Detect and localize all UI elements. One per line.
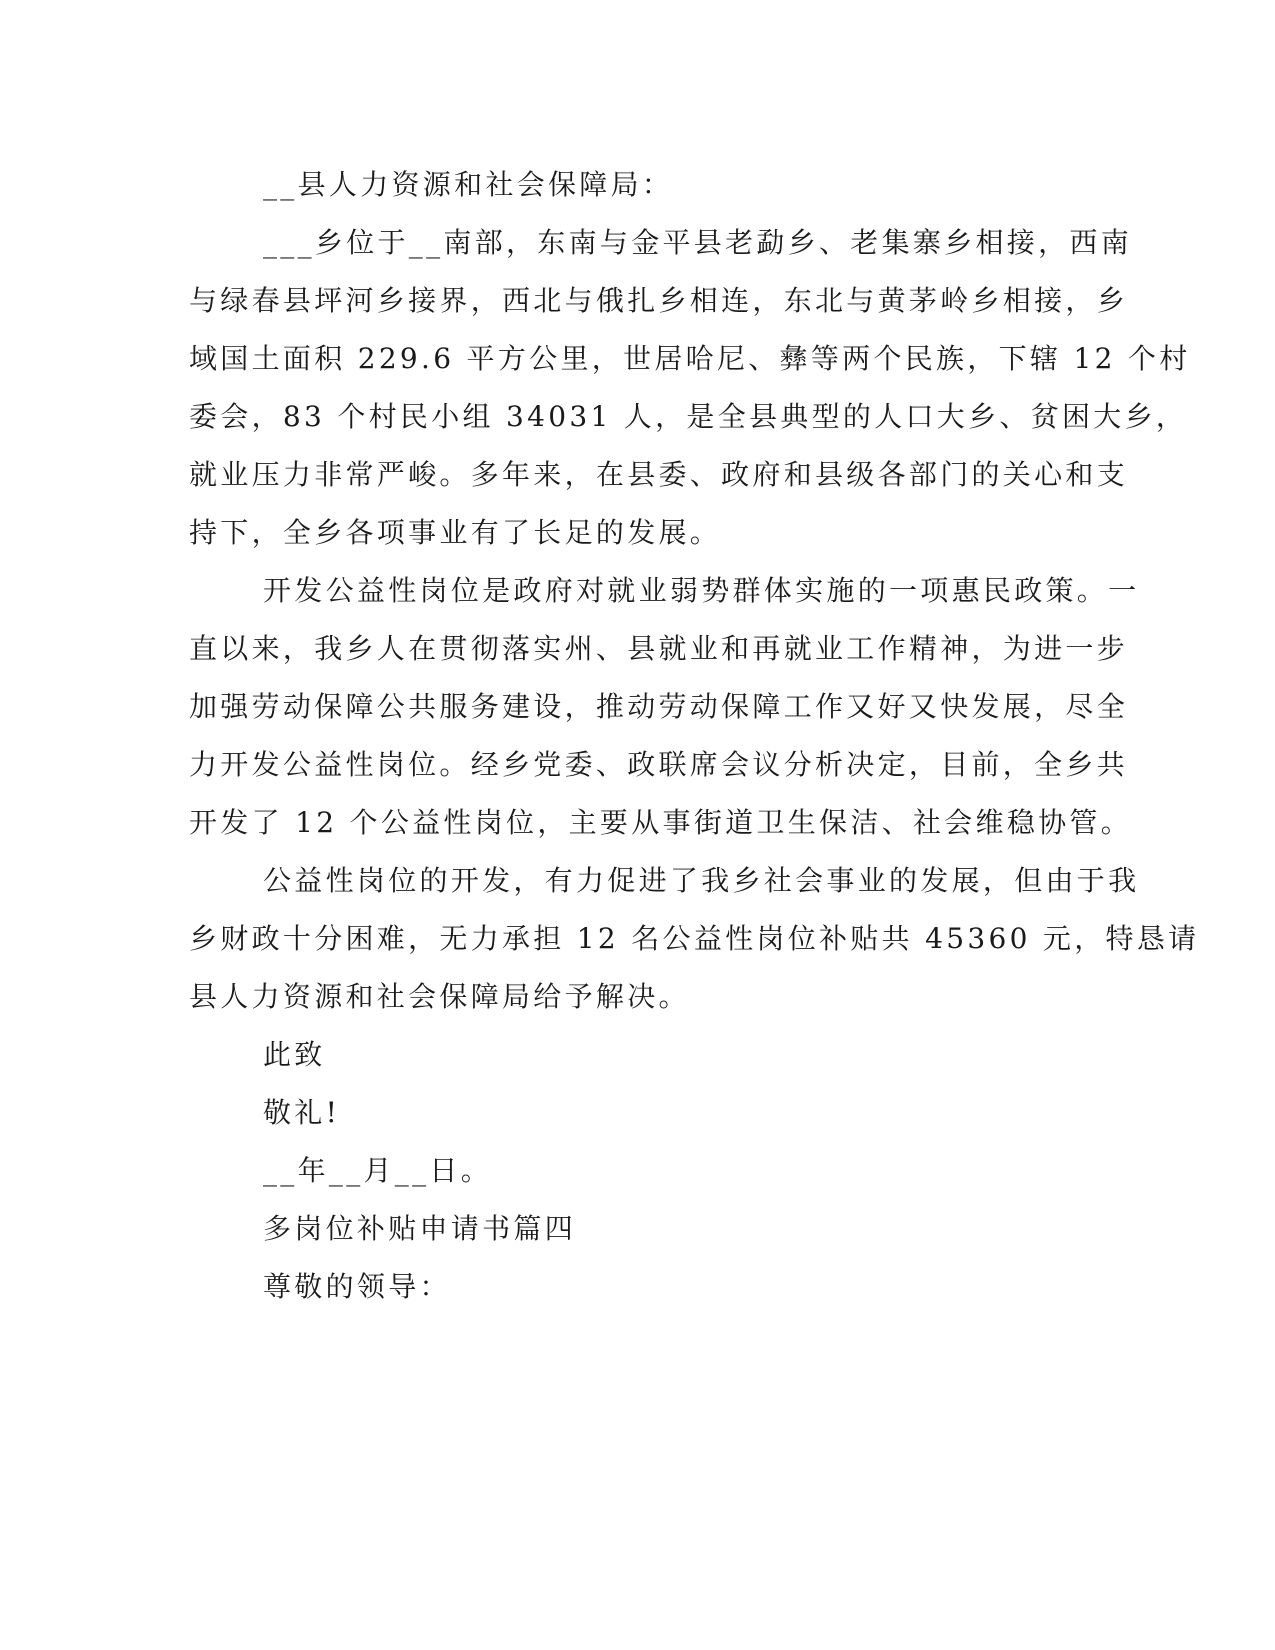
closing-jingli: 敬礼! [263, 1096, 341, 1129]
paragraph-2-line-4: 力开发公益性岗位。经乡党委、政联席会议分析决定，目前，全乡共 [189, 748, 1129, 781]
paragraph-1-line-1: ___乡位于__南部，东南与金平县老勐乡、老集寨乡相接，西南 [263, 226, 1133, 259]
paragraph-1-line-4: 委会，83 个村民小组 34031 人，是全县典型的人口大乡、贫困大乡， [189, 400, 1188, 433]
date-line: __年__月__日。 [263, 1154, 493, 1187]
paragraph-3-line-1: 公益性岗位的开发，有力促进了我乡社会事业的发展，但由于我 [263, 864, 1140, 897]
paragraph-1-line-2: 与绿春县坪河乡接界，西北与俄扎乡相连，东北与黄茅岭乡相接，乡 [189, 284, 1129, 317]
paragraph-1-line-5: 就业压力非常严峻。多年来，在县委、政府和县级各部门的关心和支 [189, 458, 1129, 491]
paragraph-3-line-3: 县人力资源和社会保障局给予解决。 [189, 980, 690, 1013]
paragraph-1-line-3: 域国土面积 229.6 平方公里，世居哈尼、彝等两个民族，下辖 12 个村 [189, 342, 1191, 375]
paragraph-1-line-6: 持下，全乡各项事业有了长足的发展。 [189, 516, 722, 549]
salutation: __县人力资源和社会保障局： [263, 168, 674, 201]
paragraph-2-line-1: 开发公益性岗位是政府对就业弱势群体实施的一项惠民政策。一 [263, 574, 1140, 607]
paragraph-2-line-5: 开发了 12 个公益性岗位，主要从事街道卫生保洁、社会维稳协管。 [189, 806, 1133, 839]
section-heading: 多岗位补贴申请书篇四 [263, 1212, 577, 1245]
paragraph-2-line-2: 直以来，我乡人在贯彻落实州、县就业和再就业工作精神，为进一步 [189, 632, 1129, 665]
next-salutation: 尊敬的领导： [263, 1270, 451, 1303]
paragraph-2-line-3: 加强劳动保障公共服务建设，推动劳动保障工作又好又快发展，尽全 [189, 690, 1129, 723]
paragraph-3-line-2: 乡财政十分困难，无力承担 12 名公益性岗位补贴共 45360 元，特恳请 [189, 922, 1200, 955]
closing-cizhi: 此致 [263, 1038, 326, 1071]
